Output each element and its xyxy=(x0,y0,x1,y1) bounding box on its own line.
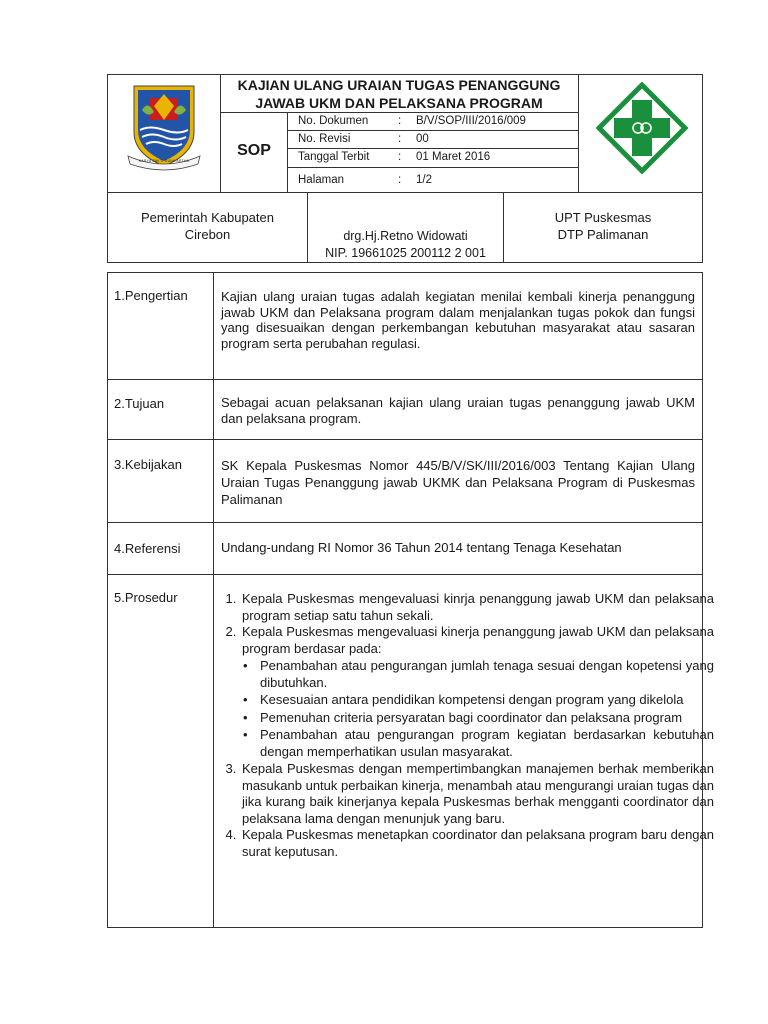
text-kebijakan: SK Kepala Puskesmas Nomor 445/B/V/SK/III/2016/003 Tentang Kajian Ulang Uraian Tugas Penanggung jawab UKMK dan Pelaksana Program di Puskesmas Palimanan xyxy=(221,458,695,507)
meta-sep: : xyxy=(398,174,402,186)
row-divider xyxy=(107,927,703,928)
row-divider xyxy=(107,272,703,273)
header-border-top xyxy=(107,74,703,75)
text-tujuan: Sebagai acuan pelaksanan kajian ulang uraian tugas penanggung jawab UKM dan pelaksana program. xyxy=(221,395,695,426)
meta-value-halaman: 1/2 xyxy=(416,174,432,186)
left-institution-line-1: Pemerintah Kabupaten xyxy=(141,210,274,225)
header-divider xyxy=(578,74,579,192)
sop-label: SOP xyxy=(237,142,271,159)
header-divider xyxy=(287,167,578,168)
header-border-bottom xyxy=(107,262,703,263)
row-divider xyxy=(107,522,703,523)
header-border-mid xyxy=(107,192,703,193)
meta-value-tanggal-terbit: 01 Maret 2016 xyxy=(416,151,491,163)
criteria-item: • Pemenuhan criteria persyaratan bagi coordinator dan pelaksana program xyxy=(260,710,714,727)
document-title xyxy=(220,76,578,112)
label-pengertian: 1.Pengertian xyxy=(114,288,188,303)
meta-sep: : xyxy=(398,133,402,145)
label-kebijakan: 3.Kebijakan xyxy=(114,457,182,472)
title-line-1: KAJIAN ULANG URAIAN TUGAS PENANGGUNG xyxy=(237,77,561,93)
header-divider xyxy=(287,130,578,131)
right-institution-line-2: DTP Palimanan xyxy=(557,227,649,242)
row-divider xyxy=(107,574,703,575)
right-institution-line-1: UPT Puskesmas xyxy=(554,210,652,225)
left-institution-line-2: Cirebon xyxy=(184,227,231,242)
text-pengertian: Kajian ulang uraian tugas adalah kegiatan menilai kembali kinerja penanggung jawab UKM dan Pelaksana program dalam menjalankan tugas pokok dan fungsi yang disesuaikan dengan perkembangan kebutuhan masyarakat atau sasaran program serta perubahan regulasi. xyxy=(221,289,695,351)
row-divider xyxy=(107,379,703,380)
prosedur-step-2 xyxy=(240,624,714,760)
prosedur-step-4: 4. Kepala Puskesmas menetapkan coordinator dan pelaksana program baru dengan surat keputusan. xyxy=(240,827,714,860)
criteria-item: • Penambahan atau pengurangan jumlah tenaga sesuai dengan kopetensi yang dibutuhkan. xyxy=(260,658,714,691)
prosedur-step-2-criteria xyxy=(242,658,714,760)
prosedur-step-2-text: Kepala Puskesmas mengevaluasi kinerja penanggung jawab UKM dan pelaksana program berdasar pada: xyxy=(242,624,714,656)
header-divider xyxy=(220,112,578,113)
row-divider xyxy=(107,439,703,440)
header-divider xyxy=(287,148,578,149)
puskesmas-cross-icon xyxy=(596,82,688,174)
header-border-right xyxy=(702,74,703,262)
prosedur-step-1: 1. Kepala Puskesmas mengevaluasi kinrja penanggung jawab UKM dan pelaksana program setiap satu tahun sekali. xyxy=(240,591,714,624)
meta-sep: : xyxy=(398,151,402,163)
left-institution xyxy=(108,209,307,243)
meta-value-no-dokumen: B/V/SOP/III/2016/009 xyxy=(416,115,526,127)
label-tujuan: 2.Tujuan xyxy=(114,396,165,411)
signer-block xyxy=(308,228,503,262)
meta-label-no-dokumen: No. Dokumen xyxy=(298,115,369,127)
prosedur-steps xyxy=(221,591,714,860)
label-referensi: 4.Referensi xyxy=(114,541,181,556)
meta-label-halaman: Halaman xyxy=(298,174,345,186)
right-institution xyxy=(504,209,702,243)
prosedur-step-3: 3. Kepala Puskesmas dengan mempertimbangkan manajemen berhak memberikan masukanb untuk perbaikan kinerja, menambah atau mengurangi uraian tugas dan jika kurang baik kinerjanya kepala Puskesmas berhak mengganti coordinator dan pelaksana lama dengan menunjuk yang baru. xyxy=(240,761,714,827)
meta-label-no-revisi: No. Revisi xyxy=(298,133,351,145)
meta-label-tanggal-terbit: Tanggal Terbit xyxy=(298,151,370,163)
header-divider xyxy=(287,112,288,192)
text-referensi: Undang-undang RI Nomor 36 Tahun 2014 tentang Tenaga Kesehatan xyxy=(221,540,622,555)
table-border-left xyxy=(107,272,108,927)
criteria-item: • Kesesuaian antara pendidikan kompetensi dengan program yang dikelola xyxy=(260,692,714,709)
signer-nip: NIP. 19661025 200112 2 001 xyxy=(325,246,486,260)
criteria-item: • Penambahan atau pengurangan program kegiatan berdasarkan kebutuhan dengan memperhatikan usulan masyarakat. xyxy=(260,727,714,760)
meta-value-no-revisi: 00 xyxy=(416,133,429,145)
column-divider xyxy=(213,272,214,927)
meta-sep: : xyxy=(398,115,402,127)
signer-name: drg.Hj.Retno Widowati xyxy=(343,229,468,243)
title-line-2: JAWAB UKM DAN PELAKSANA PROGRAM xyxy=(255,95,543,111)
logo-motto: KARYA SAKTI GUNA ARTHA xyxy=(138,159,190,163)
label-prosedur: 5.Prosedur xyxy=(114,590,178,605)
